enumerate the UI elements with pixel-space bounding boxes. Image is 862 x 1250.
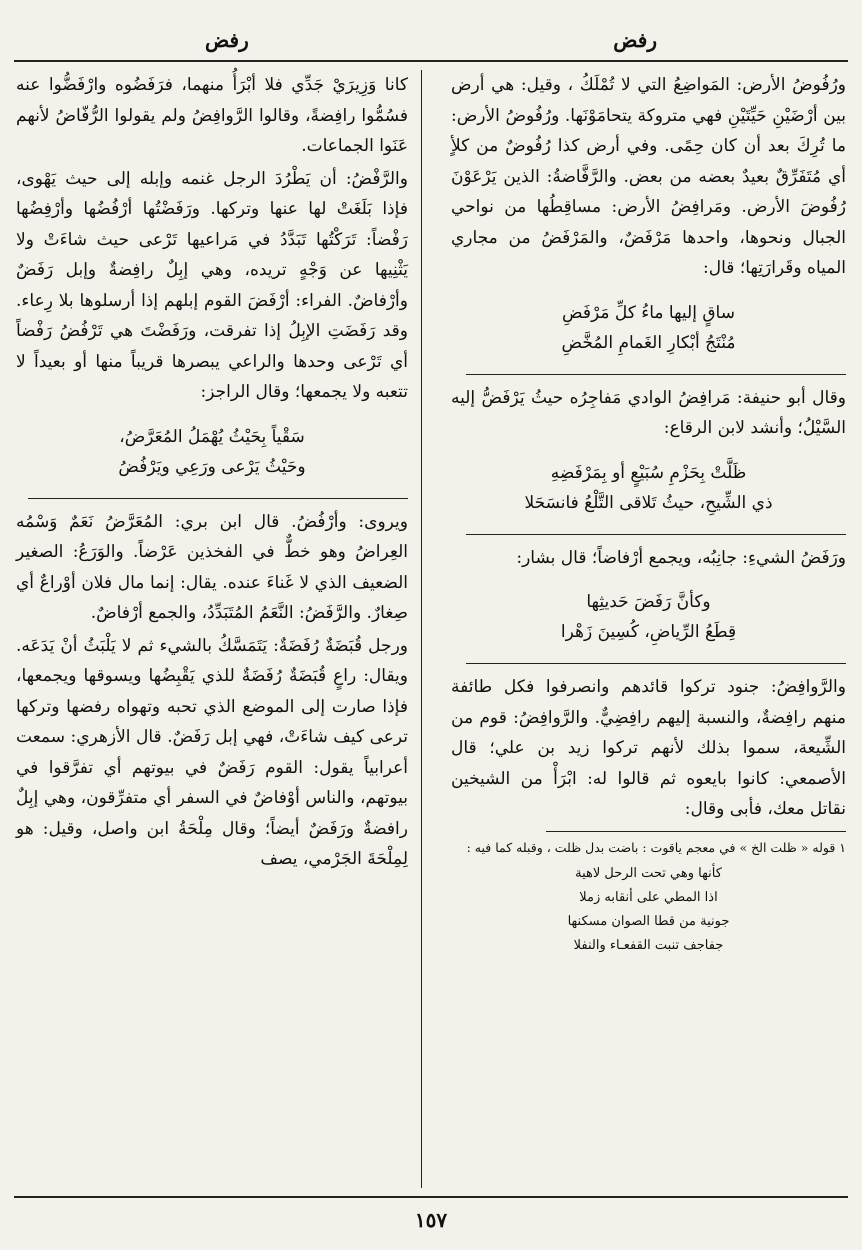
verse-line: ظَلَّتْ بِحَزْمِ سُبَيْعٍ أو بِمَرْفَضِهِ [550,462,747,483]
separator-rule [28,498,408,499]
verse-block [16,422,408,482]
verse-line: سَقْياً بِحَيْثُ يُهْمَلُ المُعَرَّضُ، [119,426,305,447]
entry-paragraph: وقال أبو حنيفة: مَرافِضُ الوادي مَفاجِرُه حيثُ يَرْفَضُّ إليه السَّيْلُ؛ وأنشد لابن الرقاع: [451,387,846,438]
entry-paragraph: ورَفَضُ الشيءِ: جانِبُه، ويجمع أرْفاضاً؛ قال بشار: [516,547,846,568]
footnote-verse-line: جونية من قطا الصوان مسكنها [567,913,730,929]
verse-line: مُنْتَجُ أبْكارِ الغَمامِ المُخَّضِ [561,332,736,353]
page-number: ١٥٧ [414,1208,448,1232]
footnote-rule [546,831,846,832]
left-column [16,70,408,877]
running-header-left: رفض [205,28,249,52]
right-column [451,70,846,958]
entry-paragraph: ورُفُوضُ الأرض: المَواضِعُ التي لا تُمْلَكُ ، وقيل: هي أرض بين أرْضَيْنِ حَيِّتَيْنِ فهي متروكة يتحامَوْنَها. ورُفُوضُ الأرض: ما تُرِكَ بعد أن كان حِمًى. وفي أرض كذا رُفُوضٌ من كلأٍ أي مُتَفَرِّقٌ بعيدٌ بعضه من بعض. والرَّفَّاضةُ: الذين يَرْعَوْنَ رُفُوضَ الأرض. ومَرافِضُ الأرض: مساقِطُها من نواحي الجبال ونحوها، واحدها مَرْفَضٌ، والمَرْفَضُ من مجاري المياه وقَرارَتِها؛ قال: [451,75,846,278]
footnote-verse-line: جفاجف تنبت القفعـاء والنفلا [573,937,724,953]
footnote: ١ قوله « ظلت الخ » في معجم ياقوت : باضت بدل ظلت ، وقبله كما فيه : [466,839,846,855]
separator-rule [466,374,846,375]
verse-block [451,298,846,358]
entry-paragraph: ويروى: وأرْفُضُ. قال ابن بري: المُعَرَّضُ نَعَمٌ وَسْمُه العِراضُ وهو خطٌّ في الفخذين عَرْضاً. والوَرَعُ: الصغير الضعيف الذي لا غَناءَ عنده. يقال: إنما مال فلان أوْراعٌ أي صِغارٌ. والرَّفَضُ: النَّعَمُ المُتَبَدِّدُ، والجمع أرْفاضٌ. [16,511,408,623]
footnote-verse-line: كأنها وهي تحت الرحل لاهية [575,865,722,881]
footnote-verse [451,862,846,958]
verse-line: ذي الشِّيحِ، حيثُ تَلاقى التَّلْعُ فانسَحَلا [524,492,773,513]
entry-paragraph: ورجل قُبَضَةٌ رُفَضَةٌ: يَتَمَسَّكُ بالشيء ثم لا يَلْبَثُ أنْ يَدَعَه. ويقال: راعٍ قُبَضَةٌ رُفَضَةٌ للذي يَقْبِضُها ويسوقها ويجمعها، فإذا صارت إلى الموضع الذي تحبه وتهواه رفضها وتركها ترعى كيف شاءَتْ، فهي إبل رَفَضٌ. قال الأزهري: سمعت أعرابياً يقول: القوم رَفَضٌ في بيوتهم أي تفرَّقوا في بيوتهم، والناس أوْفاضٌ في السفر أي متفرِّقون، وهي إبِلٌ رافضةٌ ورَفَضٌ أيضاً؛ وقال مِلْحَةُ ابن واصل، وقيل: هو لِمِلْحَةَ الجَرْمي، يصف [16,635,408,869]
verse-line: وحَيْثُ يَرْعى ورَعِي ويَرْفُضُ [118,456,306,477]
verse-line: قِطَعُ الرِّياضِ، كُسِينَ زَهْرا [560,622,737,642]
separator-rule [466,663,846,664]
running-header-right: رفض [613,28,657,52]
separator-rule [466,534,846,535]
entry-paragraph: والرَّفْضُ: أن يَطْرُدَ الرجل غنمه وإبله إلى حيث يَهْوى، فإذا بَلَغَتْ لها عنها وتركها. ورَفَضْتُها أرْفُضُها وأرْفِضُها رَفْضاً: تَرَكْتُها تَبَدَّدُ في مَراعيها تَرْعى حيث شاءَتْ ولا يَثْنِيها عن وَجْهٍ تريده، وهي إبِلٌ رافِضةٌ وإبل رَفَضٌ وأرْفاضٌ. الفراء: أرْفَضَ القوم إبلهم إذا أرسلوها بلا رِعاء. وقد رَفَضَتِ الإبِلُ إذا تفرقت، ورَفَضْتَ هي تَرْفُضُ رَفْضاً أي تَرْعى وحدها والراعي يبصرها قريباً منها أو بعيداً لا تتعبه ولا يجمعها؛ وقال الراجز: [16,168,408,402]
header-rule [14,60,848,62]
verse-line: ساقٍ إليها ماءُ كلِّ مَرْفَضِ [562,302,735,323]
footer-rule [14,1196,848,1198]
entry-paragraph: كانا وَزِيرَيْ جَدِّي فلا أبْرَأُ منهما، فرَفَضُوه وارْفَضُّوا عنه فسُمُّوا رافِضةً، وقالوا الرَّوافِضُ ولم يقولوا الرُّفّاضُ لأنهم عَنَوا الجماعات. [16,75,408,156]
column-divider [421,70,422,1188]
verse-block [451,587,846,647]
verse-line: وكأنَّ رَفَضَ حَديثِها [586,592,711,612]
entry-paragraph: والرَّوافِضُ: جنود تركوا قائدهم وانصرفوا فكل طائفة منهم رافِضةٌ، والنسبة إليهم رافِضِيٌّ. والرَّوافِضُ: قوم من الشِّيعة، سموا بذلك لأنهم تركوا زيد بن علي؛ قال الأصمعي: كانوا بايعوه ثم قالوا له: ابْرَأْ من الشيخين نقاتل معك، فأبى وقال: [451,677,846,819]
footnote-verse-line: اذا المطي على أنقابه زملا [579,889,718,905]
verse-block [451,458,846,518]
